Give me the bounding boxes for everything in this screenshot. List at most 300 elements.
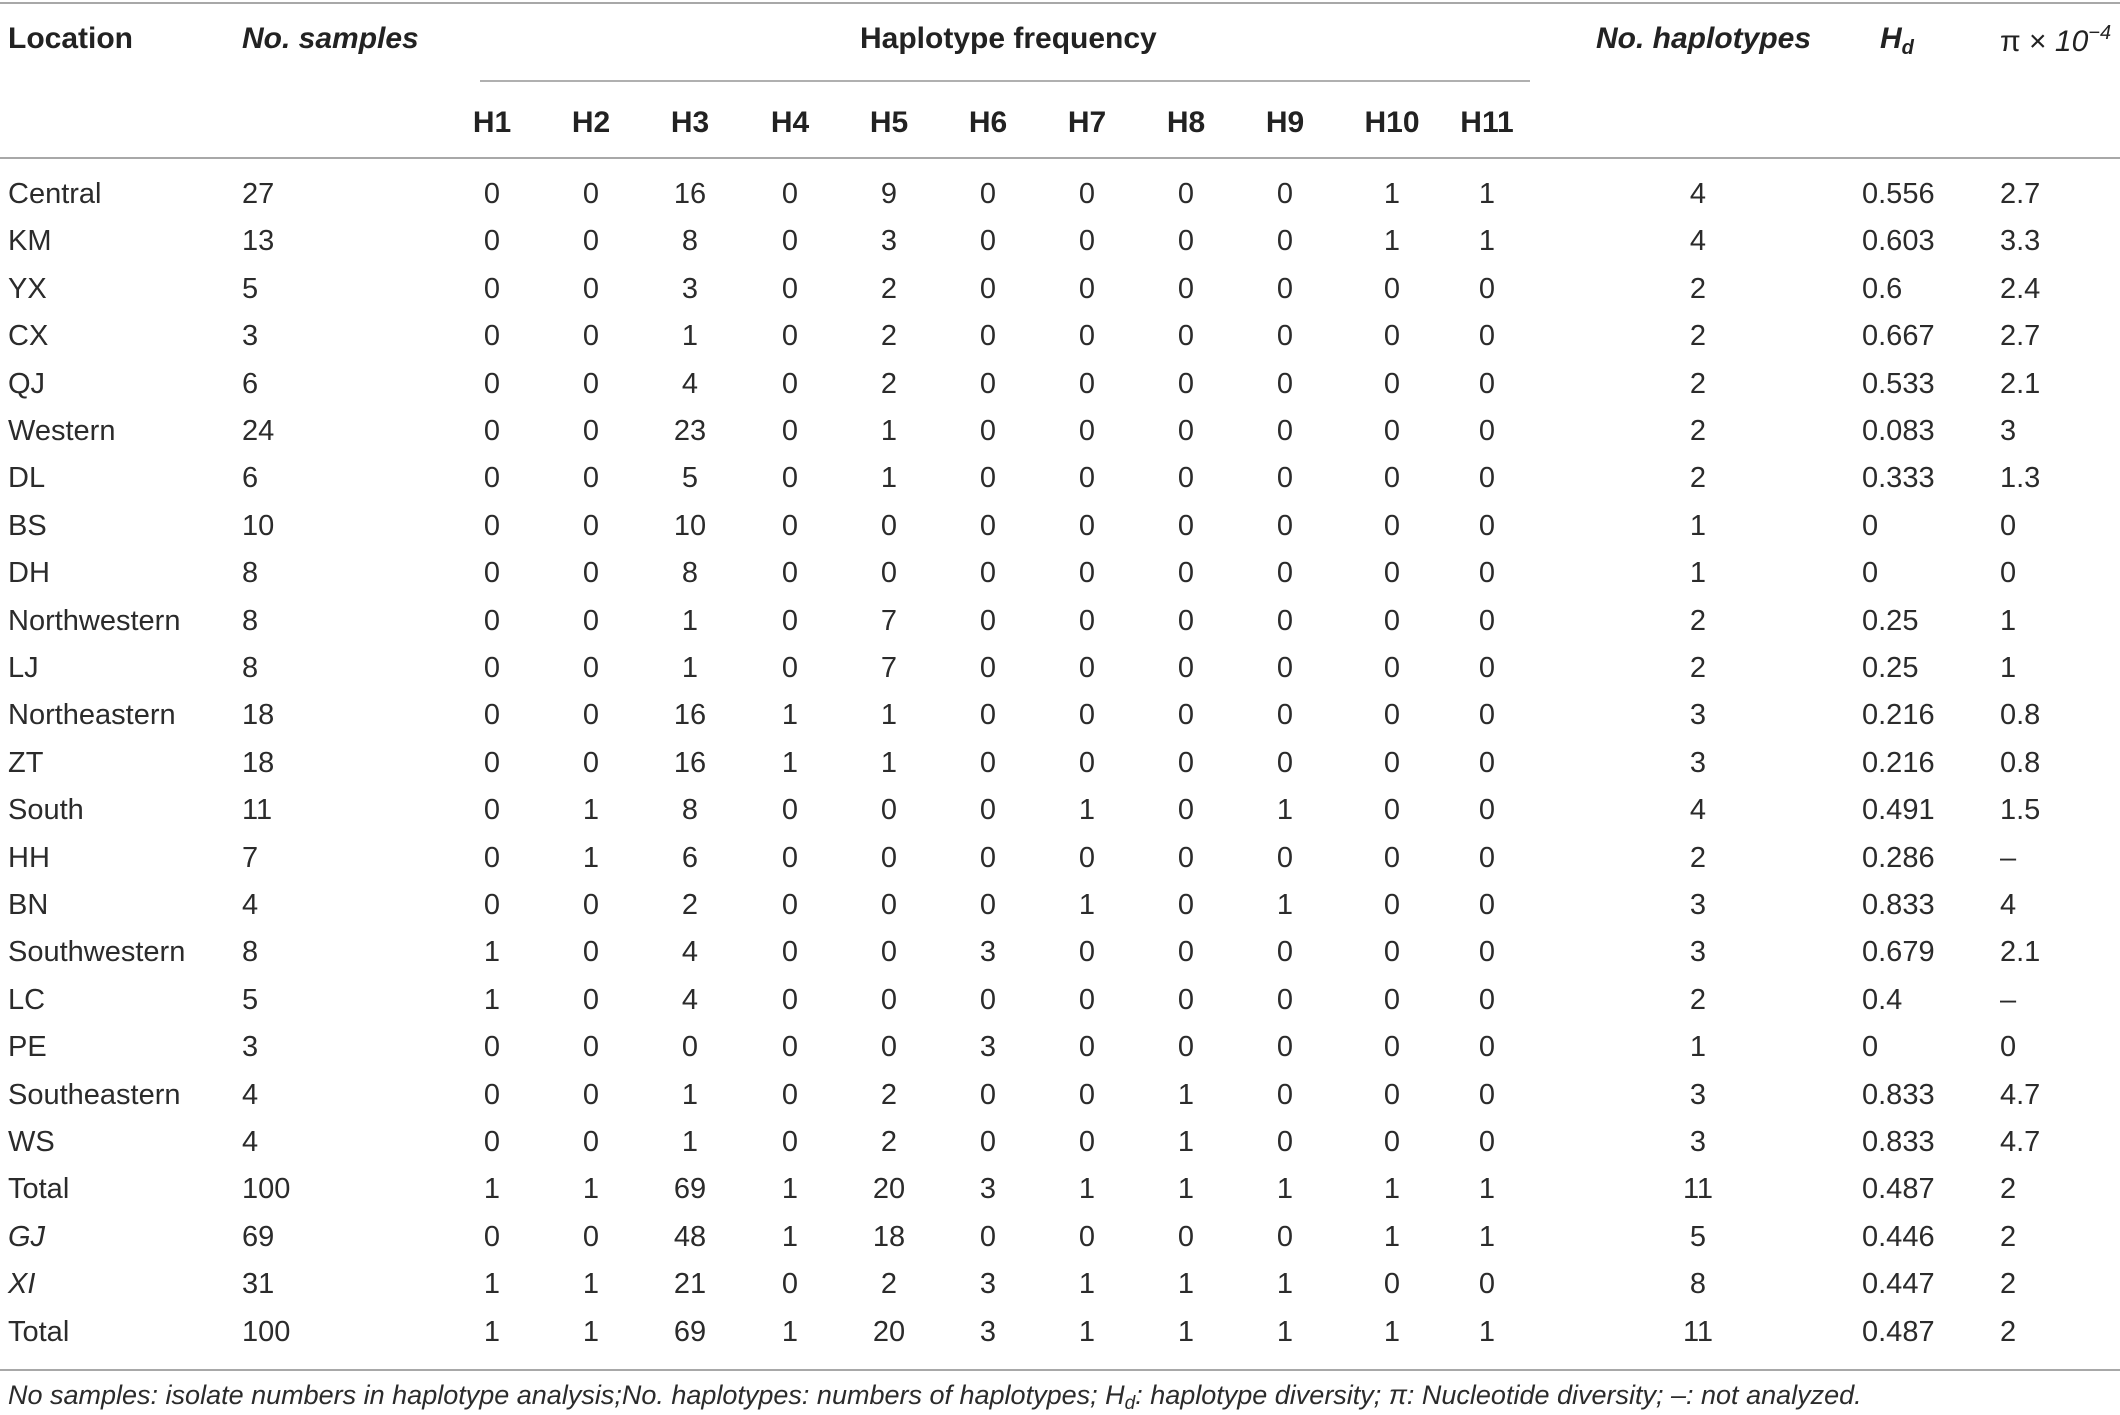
cell-haplotype-h10: 0 bbox=[1383, 462, 1401, 495]
cell-haplotype-h9: 0 bbox=[1276, 1031, 1294, 1064]
cell-hd: 0.446 bbox=[1862, 1220, 1935, 1253]
cell-pi: 2.7 bbox=[2000, 320, 2041, 353]
cell-haplotype-h4: 1 bbox=[781, 699, 799, 732]
header-haplotype-h10: H10 bbox=[1364, 106, 1420, 139]
header-hd bbox=[1880, 22, 1914, 60]
cell-location: CX bbox=[8, 320, 49, 353]
cell-haplotype-h6: 0 bbox=[979, 1078, 997, 1111]
cell-no-haplotypes: 3 bbox=[1689, 889, 1707, 921]
cell-no-haplotypes: 2 bbox=[1689, 604, 1707, 637]
cell-no-haplotypes: 4 bbox=[1689, 178, 1707, 210]
cell-haplotype-h6: 0 bbox=[979, 983, 997, 1016]
cell-location: Northeastern bbox=[8, 699, 176, 732]
cell-haplotype-h11: 0 bbox=[1478, 415, 1496, 447]
cell-haplotype-h3: 2 bbox=[681, 889, 699, 921]
cell-haplotype-h10: 1 bbox=[1383, 1315, 1401, 1348]
cell-haplotype-h5: 0 bbox=[880, 1031, 898, 1064]
cell-haplotype-h7: 0 bbox=[1078, 699, 1096, 732]
cell-hd: 0.216 bbox=[1862, 746, 1935, 779]
cell-haplotype-h10: 0 bbox=[1383, 652, 1401, 684]
cell-hd: 0.679 bbox=[1862, 936, 1935, 969]
cell-haplotype-h6: 0 bbox=[979, 794, 997, 827]
cell-haplotype-h9: 1 bbox=[1276, 1173, 1294, 1206]
cell-haplotype-h5: 9 bbox=[880, 178, 898, 210]
cell-haplotype-h3: 1 bbox=[681, 652, 699, 684]
cell-haplotype-h3: 21 bbox=[673, 1268, 707, 1301]
cell-haplotype-h5: 1 bbox=[880, 415, 898, 447]
cell-hd: 0.286 bbox=[1862, 841, 1935, 874]
cell-haplotype-h3: 69 bbox=[673, 1315, 707, 1348]
cell-location: PE bbox=[8, 1031, 47, 1064]
cell-haplotype-h1: 0 bbox=[483, 272, 501, 305]
cell-haplotype-h3: 0 bbox=[681, 1031, 699, 1064]
cell-pi: 1.5 bbox=[2000, 794, 2041, 827]
cell-haplotype-h6: 0 bbox=[979, 178, 997, 210]
cell-pi: 2 bbox=[2000, 1173, 2017, 1206]
cell-haplotype-h4: 0 bbox=[781, 794, 799, 827]
cell-haplotype-h6: 0 bbox=[979, 272, 997, 305]
header-haplotype-h1: H1 bbox=[472, 106, 512, 139]
cell-haplotype-h7: 0 bbox=[1078, 462, 1096, 495]
cell-pi: 2 bbox=[2000, 1268, 2017, 1301]
cell-hd: 0.556 bbox=[1862, 178, 1935, 210]
table-row bbox=[0, 1119, 2120, 1166]
bottom-rule bbox=[0, 1369, 2120, 1371]
cell-haplotype-h4: 1 bbox=[781, 1173, 799, 1206]
cell-haplotype-h10: 0 bbox=[1383, 936, 1401, 969]
cell-haplotype-h7: 0 bbox=[1078, 272, 1096, 305]
cell-no-samples: 31 bbox=[242, 1268, 275, 1301]
cell-haplotype-h7: 0 bbox=[1078, 652, 1096, 684]
cell-haplotype-h4: 0 bbox=[781, 1126, 799, 1158]
cell-haplotype-h1: 0 bbox=[483, 509, 501, 542]
cell-haplotype-h7: 1 bbox=[1078, 1315, 1096, 1348]
cell-haplotype-h7: 1 bbox=[1078, 1173, 1096, 1206]
table-row bbox=[0, 692, 2120, 739]
cell-haplotype-h8: 0 bbox=[1177, 178, 1195, 210]
cell-haplotype-h11: 1 bbox=[1478, 1220, 1496, 1253]
table-row bbox=[0, 361, 2120, 408]
cell-haplotype-h1: 0 bbox=[483, 320, 501, 353]
cell-haplotype-h9: 0 bbox=[1276, 557, 1294, 590]
cell-haplotype-h9: 0 bbox=[1276, 604, 1294, 637]
table-footnote bbox=[8, 1380, 1862, 1415]
cell-haplotype-h3: 16 bbox=[673, 699, 707, 732]
cell-haplotype-h6: 3 bbox=[979, 1315, 997, 1348]
cell-haplotype-h10: 0 bbox=[1383, 509, 1401, 542]
cell-haplotype-h2: 0 bbox=[582, 699, 600, 732]
cell-haplotype-h2: 0 bbox=[582, 462, 600, 495]
cell-haplotype-h2: 1 bbox=[582, 794, 600, 827]
cell-haplotype-h7: 0 bbox=[1078, 415, 1096, 447]
cell-haplotype-h3: 5 bbox=[681, 462, 699, 495]
cell-no-haplotypes: 2 bbox=[1689, 272, 1707, 305]
cell-haplotype-h9: 0 bbox=[1276, 1126, 1294, 1158]
cell-no-haplotypes: 2 bbox=[1689, 367, 1707, 400]
cell-haplotype-h6: 0 bbox=[979, 699, 997, 732]
cell-pi: 2 bbox=[2000, 1220, 2017, 1253]
table-row bbox=[0, 645, 2120, 692]
cell-haplotype-h10: 0 bbox=[1383, 1031, 1401, 1064]
cell-haplotype-h6: 0 bbox=[979, 415, 997, 447]
cell-haplotype-h9: 0 bbox=[1276, 841, 1294, 874]
cell-haplotype-h9: 0 bbox=[1276, 367, 1294, 400]
cell-haplotype-h5: 2 bbox=[880, 272, 898, 305]
cell-haplotype-h3: 4 bbox=[681, 983, 699, 1016]
cell-haplotype-h11: 0 bbox=[1478, 652, 1496, 684]
cell-haplotype-h1: 0 bbox=[483, 557, 501, 590]
cell-haplotype-h10: 0 bbox=[1383, 889, 1401, 921]
cell-haplotype-h2: 0 bbox=[582, 367, 600, 400]
cell-haplotype-h10: 0 bbox=[1383, 367, 1401, 400]
cell-pi: 1 bbox=[2000, 604, 2017, 637]
table-row bbox=[0, 171, 2120, 218]
cell-haplotype-h10: 0 bbox=[1383, 604, 1401, 637]
cell-haplotype-h3: 48 bbox=[673, 1220, 707, 1253]
cell-pi: 0 bbox=[2000, 557, 2017, 590]
table-row bbox=[0, 1024, 2120, 1071]
cell-no-haplotypes: 2 bbox=[1689, 462, 1707, 495]
cell-haplotype-h5: 2 bbox=[880, 367, 898, 400]
cell-haplotype-h4: 0 bbox=[781, 1078, 799, 1111]
header-haplotype-h11: H11 bbox=[1460, 106, 1514, 139]
cell-hd: 0.491 bbox=[1862, 794, 1935, 827]
cell-haplotype-h6: 3 bbox=[979, 936, 997, 969]
cell-haplotype-h8: 0 bbox=[1177, 889, 1195, 921]
cell-no-haplotypes: 5 bbox=[1689, 1220, 1707, 1253]
cell-haplotype-h5: 20 bbox=[872, 1173, 906, 1206]
cell-no-samples: 10 bbox=[242, 509, 275, 542]
cell-haplotype-h8: 0 bbox=[1177, 509, 1195, 542]
header-location: Location bbox=[8, 22, 133, 55]
cell-haplotype-h6: 0 bbox=[979, 652, 997, 684]
cell-haplotype-h3: 8 bbox=[681, 557, 699, 590]
cell-haplotype-h5: 0 bbox=[880, 841, 898, 874]
top-rule bbox=[0, 2, 2120, 4]
cell-haplotype-h4: 0 bbox=[781, 983, 799, 1016]
cell-haplotype-h8: 0 bbox=[1177, 983, 1195, 1016]
cell-no-samples: 4 bbox=[242, 889, 259, 921]
cell-haplotype-h11: 0 bbox=[1478, 889, 1496, 921]
cell-haplotype-h7: 0 bbox=[1078, 1031, 1096, 1064]
table-row bbox=[0, 266, 2120, 313]
cell-no-haplotypes: 2 bbox=[1689, 320, 1707, 353]
cell-pi: 1 bbox=[2000, 652, 2017, 684]
cell-location: LJ bbox=[8, 652, 39, 684]
cell-no-samples: 69 bbox=[242, 1220, 275, 1253]
cell-no-haplotypes: 1 bbox=[1689, 557, 1707, 590]
cell-haplotype-h2: 0 bbox=[582, 1031, 600, 1064]
cell-haplotype-h9: 1 bbox=[1276, 889, 1294, 921]
cell-haplotype-h2: 0 bbox=[582, 1078, 600, 1111]
header-haplotype-h6: H6 bbox=[968, 106, 1008, 139]
header-hd-main: H bbox=[1880, 22, 1902, 55]
cell-haplotype-h4: 0 bbox=[781, 178, 799, 210]
cell-no-samples: 24 bbox=[242, 415, 275, 447]
cell-haplotype-h11: 1 bbox=[1478, 1173, 1496, 1206]
cell-haplotype-h2: 0 bbox=[582, 1220, 600, 1253]
cell-haplotype-h6: 0 bbox=[979, 1220, 997, 1253]
header-pi-base: 10 bbox=[2054, 25, 2089, 58]
cell-haplotype-h3: 4 bbox=[681, 936, 699, 969]
cell-haplotype-h6: 0 bbox=[979, 367, 997, 400]
header-no-haplotypes: No. haplotypes bbox=[1596, 22, 1812, 55]
cell-haplotype-h6: 3 bbox=[979, 1268, 997, 1301]
table-row bbox=[0, 835, 2120, 882]
cell-hd: 0.833 bbox=[1862, 889, 1935, 921]
cell-haplotype-h1: 0 bbox=[483, 462, 501, 495]
cell-location: QJ bbox=[8, 367, 46, 400]
cell-haplotype-h6: 0 bbox=[979, 557, 997, 590]
cell-haplotype-h5: 2 bbox=[880, 1078, 898, 1111]
table-row bbox=[0, 218, 2120, 265]
cell-haplotype-h4: 0 bbox=[781, 320, 799, 353]
cell-haplotype-h8: 0 bbox=[1177, 272, 1195, 305]
cell-haplotype-h1: 1 bbox=[483, 1315, 501, 1348]
cell-haplotype-h10: 0 bbox=[1383, 272, 1401, 305]
cell-haplotype-h8: 1 bbox=[1177, 1268, 1195, 1301]
cell-haplotype-h7: 0 bbox=[1078, 1220, 1096, 1253]
cell-haplotype-h5: 20 bbox=[872, 1315, 906, 1348]
cell-haplotype-h5: 7 bbox=[880, 604, 898, 637]
cell-haplotype-h1: 1 bbox=[483, 983, 501, 1016]
cell-pi: 2.7 bbox=[2000, 178, 2041, 210]
cell-no-haplotypes: 3 bbox=[1689, 1078, 1707, 1111]
cell-pi: 1.3 bbox=[2000, 462, 2041, 495]
cell-haplotype-h10: 1 bbox=[1383, 225, 1401, 258]
cell-no-haplotypes: 2 bbox=[1689, 652, 1707, 684]
cell-no-samples: 4 bbox=[242, 1078, 259, 1111]
cell-haplotype-h11: 0 bbox=[1478, 557, 1496, 590]
cell-no-samples: 5 bbox=[242, 983, 259, 1016]
cell-haplotype-h1: 0 bbox=[483, 699, 501, 732]
cell-haplotype-h7: 0 bbox=[1078, 841, 1096, 874]
cell-haplotype-h7: 1 bbox=[1078, 794, 1096, 827]
table-row bbox=[0, 1309, 2120, 1356]
cell-no-samples: 11 bbox=[242, 794, 273, 827]
cell-haplotype-h7: 0 bbox=[1078, 983, 1096, 1016]
cell-haplotype-h9: 0 bbox=[1276, 936, 1294, 969]
cell-pi: 2.1 bbox=[2000, 367, 2041, 400]
cell-no-samples: 3 bbox=[242, 320, 259, 353]
cell-no-haplotypes: 11 bbox=[1682, 1315, 1714, 1348]
cell-hd: 0 bbox=[1862, 1031, 1879, 1064]
cell-location: Southeastern bbox=[8, 1078, 181, 1111]
cell-location: WS bbox=[8, 1126, 55, 1158]
cell-haplotype-h11: 0 bbox=[1478, 367, 1496, 400]
cell-no-samples: 27 bbox=[242, 178, 275, 210]
cell-haplotype-h5: 1 bbox=[880, 462, 898, 495]
cell-pi: 0 bbox=[2000, 1031, 2017, 1064]
cell-haplotype-h7: 0 bbox=[1078, 936, 1096, 969]
cell-haplotype-h3: 3 bbox=[681, 272, 699, 305]
cell-haplotype-h8: 0 bbox=[1177, 604, 1195, 637]
cell-no-samples: 100 bbox=[242, 1173, 291, 1206]
cell-haplotype-h8: 0 bbox=[1177, 699, 1195, 732]
table-row bbox=[0, 1261, 2120, 1308]
cell-no-haplotypes: 3 bbox=[1689, 699, 1707, 732]
cell-haplotype-h8: 0 bbox=[1177, 462, 1195, 495]
cell-hd: 0.25 bbox=[1862, 652, 1919, 684]
cell-haplotype-h9: 1 bbox=[1276, 1315, 1294, 1348]
cell-haplotype-h5: 1 bbox=[880, 746, 898, 779]
cell-haplotype-h1: 0 bbox=[483, 604, 501, 637]
cell-no-haplotypes: 4 bbox=[1689, 225, 1707, 258]
cell-no-samples: 8 bbox=[242, 652, 259, 684]
cell-haplotype-h2: 0 bbox=[582, 509, 600, 542]
cell-haplotype-h11: 0 bbox=[1478, 509, 1496, 542]
cell-haplotype-h11: 0 bbox=[1478, 936, 1496, 969]
cell-hd: 0.447 bbox=[1862, 1268, 1935, 1301]
cell-haplotype-h8: 0 bbox=[1177, 841, 1195, 874]
cell-location: Northwestern bbox=[8, 604, 181, 637]
cell-hd: 0.487 bbox=[1862, 1173, 1935, 1206]
cell-haplotype-h11: 0 bbox=[1478, 1078, 1496, 1111]
cell-haplotype-h9: 1 bbox=[1276, 794, 1294, 827]
cell-haplotype-h2: 0 bbox=[582, 415, 600, 447]
cell-haplotype-h2: 0 bbox=[582, 225, 600, 258]
cell-haplotype-h10: 1 bbox=[1383, 178, 1401, 210]
cell-no-haplotypes: 1 bbox=[1689, 509, 1707, 542]
cell-location: Total bbox=[8, 1315, 70, 1348]
cell-haplotype-h10: 0 bbox=[1383, 699, 1401, 732]
cell-haplotype-h8: 0 bbox=[1177, 746, 1195, 779]
cell-haplotype-h1: 0 bbox=[483, 367, 501, 400]
cell-no-samples: 5 bbox=[242, 272, 259, 305]
cell-haplotype-h10: 1 bbox=[1383, 1220, 1401, 1253]
cell-haplotype-h6: 3 bbox=[979, 1173, 997, 1206]
cell-haplotype-h9: 0 bbox=[1276, 1220, 1294, 1253]
cell-location: YX bbox=[8, 272, 47, 305]
cell-haplotype-h11: 1 bbox=[1478, 225, 1496, 258]
table-row bbox=[0, 503, 2120, 550]
cell-haplotype-h1: 0 bbox=[483, 225, 501, 258]
cell-haplotype-h7: 0 bbox=[1078, 367, 1096, 400]
cell-haplotype-h11: 0 bbox=[1478, 320, 1496, 353]
cell-haplotype-h5: 1 bbox=[880, 699, 898, 732]
cell-hd: 0 bbox=[1862, 509, 1879, 542]
cell-no-haplotypes: 4 bbox=[1689, 794, 1707, 827]
cell-haplotype-h6: 0 bbox=[979, 604, 997, 637]
table-row bbox=[0, 550, 2120, 597]
cell-haplotype-h1: 0 bbox=[483, 794, 501, 827]
table-row bbox=[0, 977, 2120, 1024]
cell-no-samples: 8 bbox=[242, 557, 259, 590]
cell-haplotype-h11: 0 bbox=[1478, 841, 1496, 874]
cell-hd: 0.25 bbox=[1862, 604, 1919, 637]
header-haplotype-h9: H9 bbox=[1265, 106, 1305, 139]
cell-haplotype-h8: 0 bbox=[1177, 1220, 1195, 1253]
cell-pi: 2 bbox=[2000, 1315, 2017, 1348]
cell-haplotype-h1: 0 bbox=[483, 415, 501, 447]
cell-haplotype-h1: 0 bbox=[483, 1220, 501, 1253]
cell-haplotype-h4: 0 bbox=[781, 509, 799, 542]
cell-pi: 0.8 bbox=[2000, 699, 2041, 732]
cell-haplotype-h5: 0 bbox=[880, 509, 898, 542]
haplotype-subheader-rule bbox=[480, 80, 1530, 82]
cell-pi: 4 bbox=[2000, 889, 2017, 921]
cell-haplotype-h8: 0 bbox=[1177, 557, 1195, 590]
cell-haplotype-h11: 0 bbox=[1478, 604, 1496, 637]
cell-pi: 2.1 bbox=[2000, 936, 2041, 969]
header-haplotype-h7: H7 bbox=[1067, 106, 1107, 139]
header-haplotype-h3: H3 bbox=[670, 106, 710, 139]
cell-haplotype-h3: 16 bbox=[673, 746, 707, 779]
header-pi-exp: −4 bbox=[2088, 22, 2112, 44]
cell-haplotype-h10: 0 bbox=[1383, 746, 1401, 779]
table-row bbox=[0, 1072, 2120, 1119]
cell-hd: 0.333 bbox=[1862, 462, 1935, 495]
header-haplotype-h5: H5 bbox=[869, 106, 909, 139]
cell-haplotype-h7: 0 bbox=[1078, 509, 1096, 542]
cell-haplotype-h6: 0 bbox=[979, 320, 997, 353]
cell-haplotype-h8: 0 bbox=[1177, 320, 1195, 353]
table-row bbox=[0, 1166, 2120, 1213]
cell-no-haplotypes: 1 bbox=[1689, 1031, 1707, 1064]
cell-location: XI bbox=[8, 1268, 36, 1301]
header-haplotype-frequency: Haplotype frequency bbox=[860, 22, 1157, 55]
cell-haplotype-h10: 0 bbox=[1383, 1078, 1401, 1111]
cell-haplotype-h4: 0 bbox=[781, 415, 799, 447]
cell-haplotype-h2: 0 bbox=[582, 604, 600, 637]
cell-no-samples: 18 bbox=[242, 699, 275, 732]
cell-hd: 0.6 bbox=[1862, 272, 1903, 305]
cell-haplotype-h5: 2 bbox=[880, 1268, 898, 1301]
cell-haplotype-h3: 16 bbox=[673, 178, 707, 210]
cell-haplotype-h9: 1 bbox=[1276, 1268, 1294, 1301]
cell-haplotype-h1: 0 bbox=[483, 841, 501, 874]
cell-haplotype-h11: 0 bbox=[1478, 1031, 1496, 1064]
cell-haplotype-h11: 0 bbox=[1478, 462, 1496, 495]
cell-haplotype-h5: 0 bbox=[880, 936, 898, 969]
table-row bbox=[0, 598, 2120, 645]
footnote-part2: : haplotype diversity; π: Nucleotide diversity; –: not analyzed. bbox=[1135, 1380, 1862, 1410]
cell-location: Western bbox=[8, 415, 116, 447]
cell-haplotype-h4: 0 bbox=[781, 841, 799, 874]
cell-no-samples: 6 bbox=[242, 367, 259, 400]
cell-haplotype-h11: 0 bbox=[1478, 272, 1496, 305]
cell-haplotype-h11: 0 bbox=[1478, 983, 1496, 1016]
cell-haplotype-h3: 8 bbox=[681, 225, 699, 258]
cell-haplotype-h6: 0 bbox=[979, 841, 997, 874]
cell-haplotype-h6: 0 bbox=[979, 1126, 997, 1158]
cell-haplotype-h10: 0 bbox=[1383, 415, 1401, 447]
cell-haplotype-h1: 0 bbox=[483, 746, 501, 779]
cell-haplotype-h4: 0 bbox=[781, 272, 799, 305]
cell-haplotype-h7: 0 bbox=[1078, 178, 1096, 210]
cell-haplotype-h2: 0 bbox=[582, 178, 600, 210]
cell-hd: 0.216 bbox=[1862, 699, 1935, 732]
table-row bbox=[0, 455, 2120, 502]
cell-no-samples: 100 bbox=[242, 1315, 291, 1348]
cell-haplotype-h9: 0 bbox=[1276, 225, 1294, 258]
cell-haplotype-h8: 0 bbox=[1177, 936, 1195, 969]
cell-haplotype-h1: 1 bbox=[483, 1173, 501, 1206]
cell-haplotype-h4: 1 bbox=[781, 746, 799, 779]
footnote-part1: No samples: isolate numbers in haplotype analysis;No. haplotypes: numbers of haplotypes; H bbox=[8, 1380, 1125, 1410]
cell-haplotype-h11: 0 bbox=[1478, 699, 1496, 732]
cell-hd: 0.833 bbox=[1862, 1126, 1935, 1158]
cell-no-haplotypes: 2 bbox=[1689, 983, 1707, 1016]
cell-haplotype-h10: 0 bbox=[1383, 557, 1401, 590]
table-row bbox=[0, 313, 2120, 360]
cell-haplotype-h10: 0 bbox=[1383, 841, 1401, 874]
cell-haplotype-h10: 0 bbox=[1383, 1126, 1401, 1158]
cell-haplotype-h11: 0 bbox=[1478, 794, 1496, 827]
cell-location: Total bbox=[8, 1173, 70, 1206]
cell-haplotype-h3: 1 bbox=[681, 1078, 699, 1111]
table-row bbox=[0, 882, 2120, 929]
